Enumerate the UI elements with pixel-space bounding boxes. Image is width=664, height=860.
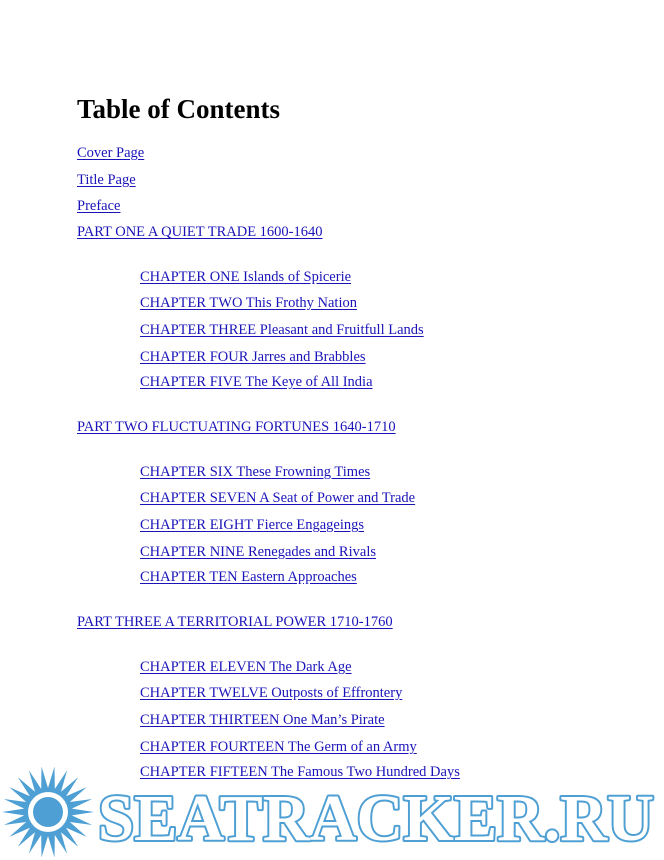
watermark-text: SEATRACKER.RU [98, 782, 654, 855]
sun-burst-icon [2, 767, 94, 858]
toc-link-preface[interactable]: Preface [77, 198, 121, 214]
toc-link-cover-page[interactable]: Cover Page [77, 145, 145, 161]
watermark [0, 760, 664, 860]
toc-link-chapter-five[interactable]: CHAPTER FIVE The Keye of All India [140, 374, 373, 390]
toc-link-chapter-three[interactable]: CHAPTER THREE Pleasant and Fruitfull Lands [140, 322, 424, 338]
toc-link-chapter-seven[interactable]: CHAPTER SEVEN A Seat of Power and Trade [140, 490, 416, 506]
toc-link-chapter-thirteen[interactable]: CHAPTER THIRTEEN One Man’s Pirate [140, 712, 385, 728]
toc-link-chapter-four[interactable]: CHAPTER FOUR Jarres and Brabbles [140, 349, 366, 365]
sun-center [33, 797, 63, 827]
toc-link-part-three[interactable]: PART THREE A TERRITORIAL POWER 1710-1760 [77, 614, 393, 630]
toc-link-title-page[interactable]: Title Page [77, 172, 136, 188]
toc-link-chapter-fourteen[interactable]: CHAPTER FOURTEEN The Germ of an Army [140, 739, 417, 755]
toc-link-chapter-twelve[interactable]: CHAPTER TWELVE Outposts of Effrontery [140, 685, 403, 701]
page-title: Table of Contents [77, 94, 281, 124]
toc-link-chapter-two[interactable]: CHAPTER TWO This Frothy Nation [140, 295, 357, 311]
toc-link-chapter-six[interactable]: CHAPTER SIX These Frowning Times [140, 464, 371, 480]
toc-link-chapter-ten[interactable]: CHAPTER TEN Eastern Approaches [140, 569, 357, 585]
toc-link-chapter-nine[interactable]: CHAPTER NINE Renegades and Rivals [140, 544, 376, 560]
toc-link-part-two[interactable]: PART TWO FLUCTUATING FORTUNES 1640-1710 [77, 419, 396, 435]
toc-link-chapter-fifteen[interactable]: CHAPTER FIFTEEN The Famous Two Hundred Days [140, 764, 460, 780]
toc-link-part-one[interactable]: PART ONE A QUIET TRADE 1600-1640 [77, 224, 323, 240]
toc-link-chapter-one[interactable]: CHAPTER ONE Islands of Spicerie [140, 269, 352, 285]
toc-link-chapter-eight[interactable]: CHAPTER EIGHT Fierce Engageings [140, 517, 365, 533]
toc-link-chapter-eleven[interactable]: CHAPTER ELEVEN The Dark Age [140, 659, 352, 675]
